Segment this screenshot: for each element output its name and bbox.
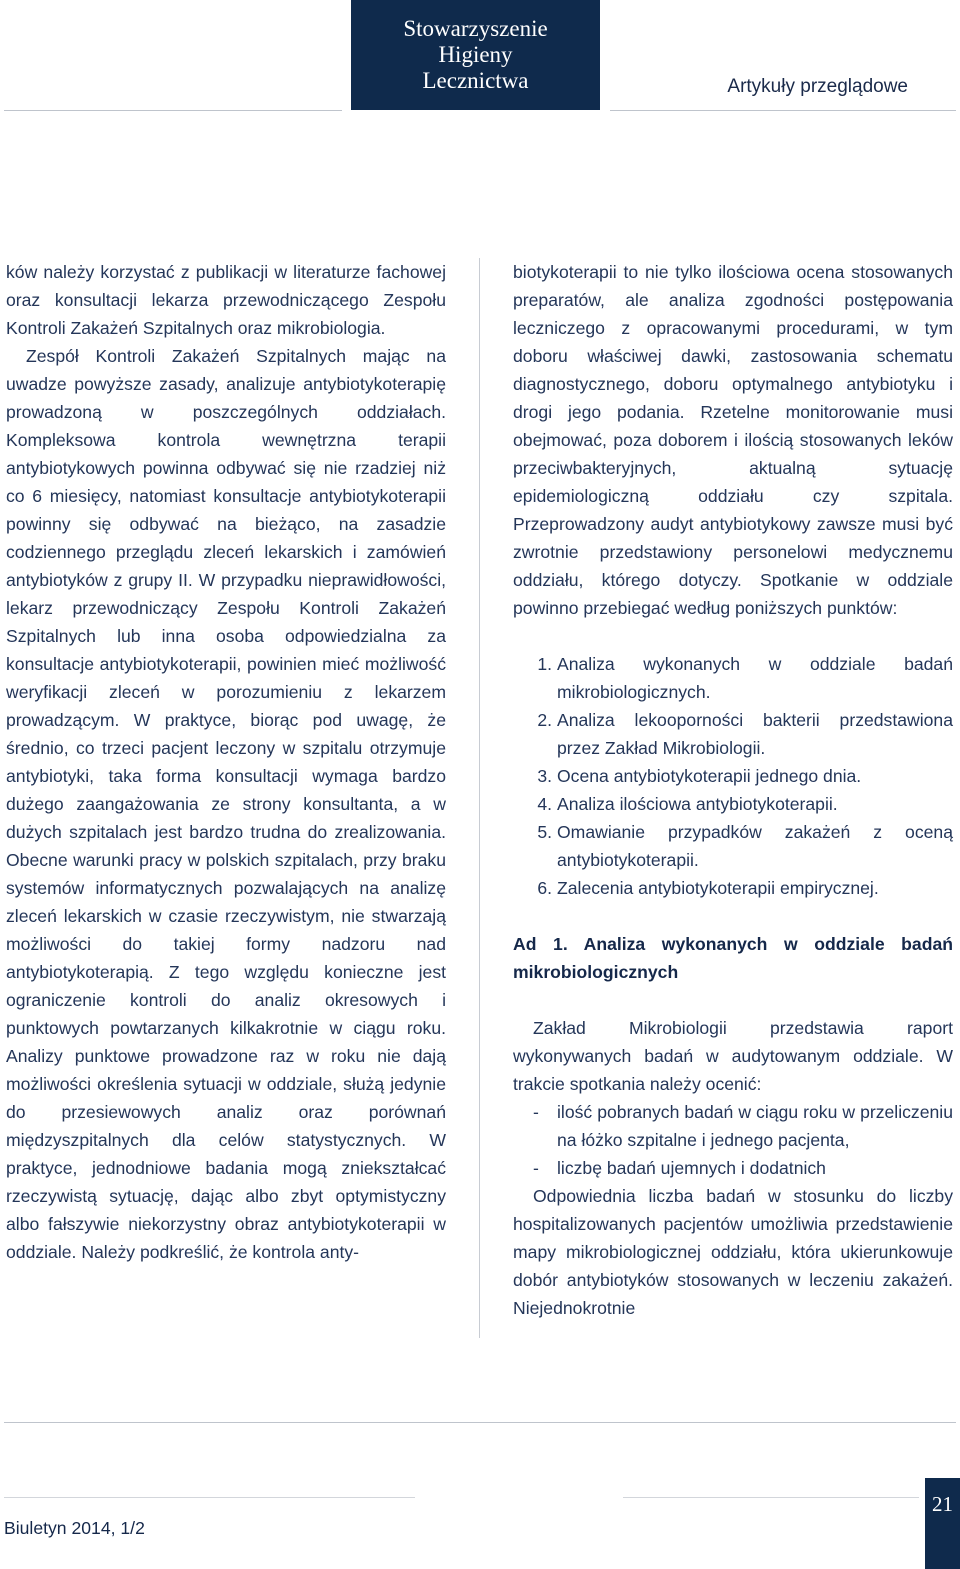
right-paragraph-1: biotykoterapii to nie tylko ilościowa ocena stosowanych preparatów, ale analiza zgodności postępowania leczniczego z opracowanymi procedurami, w tym doboru właściwej dawki, zastosowania schematu diagnostycznego, doboru optymalnego antybiotyku i drogi jego podania. Rzetelne monitorowanie musi obejmować, poza doborem i ilością stosowanych leków przeciwbakteryjnych, aktualną sytuację epidemiologiczną oddziału czy szpitala. Przeprowadzony audyt antybiotykowy zawsze musi być zwrotnie przedstawiony personelowi medycznemu oddziału, którego dotyczy. Spotkanie w oddziale powinno przebiegać według poniższych punktów: bbox=[513, 262, 953, 618]
logo-line-3: Lecznictwa bbox=[422, 68, 529, 93]
list-item-text: Zalecenia antybiotykoterapii empirycznej. bbox=[557, 878, 879, 898]
list-item bbox=[513, 874, 953, 902]
list-item bbox=[513, 1154, 953, 1182]
footer-rule-left bbox=[4, 1497, 415, 1498]
list-item-number: 1. bbox=[537, 654, 552, 674]
list-item bbox=[513, 818, 953, 874]
list-item bbox=[513, 762, 953, 790]
section-title: Artykuły przeglądowe bbox=[727, 76, 908, 97]
list-item-number: 5. bbox=[537, 822, 552, 842]
page-number: 21 bbox=[932, 1492, 953, 1516]
journal-issue: Biuletyn 2014, 1/2 bbox=[4, 1518, 145, 1538]
list-item bbox=[513, 706, 953, 762]
header-rule-right bbox=[610, 110, 956, 111]
list-item-text: Ocena antybiotykoterapii jednego dnia. bbox=[557, 766, 862, 786]
right-column bbox=[513, 258, 953, 1322]
logo-line-2: Higieny bbox=[438, 42, 513, 67]
left-paragraph-2: Zespół Kontroli Zakażeń Szpitalnych mając na uwadze powyższe zasady, analizuje antybiotykoterapię prowadzoną w poszczególnych oddziałach. Kompleksowa kontrola wewnętrzna terapii antybiotykowych powinna odbywać się nie rzadziej niż co 6 miesięcy, natomiast konsultacje antybiotykoterapii powinny się odbywać na bieżąco, na zasadzie codziennego przeglądu zleceń lekarskich i zamówień antybiotyków z grupy II. W przypadku nieprawidłowości, lekarz przewodniczący Zespołu Kontroli Zakażeń Szpitalnych lub inna osoba odpowiedzialna za konsultacje antybiotykoterapii, powinien mieć możliwość weryfikacji zleceń w porozumieniu z lekarzem prowadzącym. W praktyce, biorąc pod uwagę, że średnio, co trzeci pacjent leczony w szpitalu otrzymuje antybiotyki, taka forma konsultacji wymaga bardzo dużego zaangażowania ze strony konsultanta, a w dużych szpitalach jest bardzo trudna do zrealizowania. Obecne warunki pracy w polskich szpitalach, przy braku systemów informatycznych pozwalających na analizę zleceń lekarskich w czasie rzeczywistym, nie stwarzają możliwości do takiej formy nadzoru nad antybiotykoterapią. Z tego względu konieczne jest ograniczenie kontroli do analiz okresowych i punktowych powtarzanych kilkakrotnie w ciągu roku. Analizy punktowe prowadzone raz w roku nie dają możliwości określenia sytuacji w oddziale, służą jedynie do przesiewowych analiz oraz porównań międzyszpitalnych dla celów statystycznych. W praktyce, jednodniowe badania mogą zniekształcać rzeczywistą sytuację, dając albo zbyt optymistyczny albo fałszywie niekorzystny obraz antybiotykoterapii w oddziale. Należy podkreślić, że kontrola anty- bbox=[6, 346, 446, 1262]
list-item bbox=[513, 790, 953, 818]
list-item-text: Analiza wykonanych w oddziale badań mikrobiologicznych. bbox=[557, 654, 953, 702]
footer-rule bbox=[4, 1422, 956, 1423]
publisher-logo bbox=[351, 0, 600, 110]
list-item-text: Analiza lekooporności bakterii przedstawiona przez Zakład Mikrobiologii. bbox=[557, 710, 953, 758]
list-item-number: 6. bbox=[537, 878, 552, 898]
logo-line-1: Stowarzyszenie bbox=[403, 16, 548, 41]
list-item-text: Analiza ilościowa antybiotykoterapii. bbox=[557, 794, 838, 814]
column-divider bbox=[479, 258, 480, 1338]
list-item-text: ilość pobranych badań w ciągu roku w przeliczeniu na łóżko szpitalne i jednego pacjenta, bbox=[557, 1102, 953, 1150]
page-number-box bbox=[925, 1478, 960, 1569]
right-paragraph-3: Odpowiednia liczba badań w stosunku do liczby hospitalizowanych pacjentów umożliwia przedstawienie mapy mikrobiologicznej oddziału, która ukierunkowuje dobór antybiotyków stosowanych w leczeniu zakażeń. Niejednokrotnie bbox=[513, 1186, 953, 1318]
list-item-number: 4. bbox=[537, 794, 552, 814]
dash-bullet: - bbox=[533, 1158, 539, 1178]
dash-bullet: - bbox=[533, 1102, 539, 1122]
left-paragraph-1: ków należy korzystać z publikacji w literaturze fachowej oraz konsultacji lekarza przewodniczącego Zespołu Kontroli Zakażeń Szpitalnych oraz mikrobiologia. bbox=[6, 262, 446, 338]
subheading: Ad 1. Analiza wykonanych w oddziale badań mikrobiologicznych bbox=[513, 934, 953, 982]
meeting-points-list bbox=[513, 650, 953, 902]
assessment-list bbox=[513, 1098, 953, 1182]
right-paragraph-2: Zakład Mikrobiologii przedstawia raport wykonywanych badań w audytowanym oddziale. W trakcie spotkania należy ocenić: bbox=[513, 1018, 953, 1094]
list-item-number: 2. bbox=[537, 710, 552, 730]
list-item-text: Omawianie przypadków zakażeń z oceną antybiotykoterapii. bbox=[557, 822, 953, 870]
list-item-number: 3. bbox=[537, 766, 552, 786]
list-item bbox=[513, 1098, 953, 1154]
list-item bbox=[513, 650, 953, 706]
header-rule-left bbox=[4, 110, 342, 111]
footer-rule-right bbox=[623, 1497, 919, 1498]
list-item-text: liczbę badań ujemnych i dodatnich bbox=[557, 1158, 826, 1178]
left-column bbox=[6, 258, 446, 1266]
